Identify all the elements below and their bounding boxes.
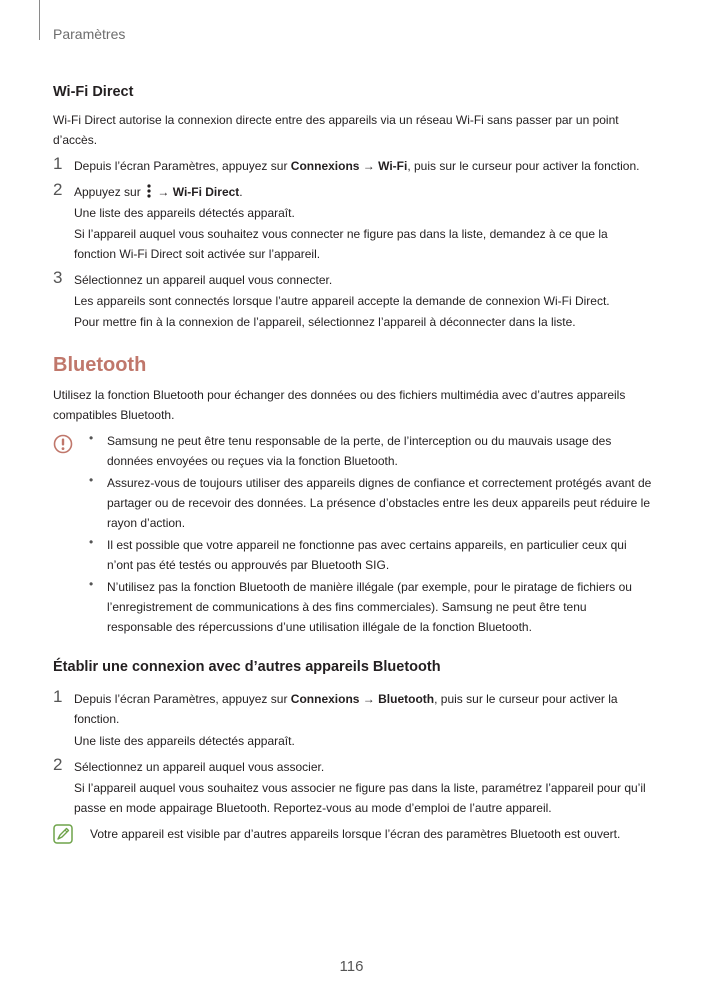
warning-note [53, 431, 653, 637]
step-number: 1 [53, 687, 63, 706]
bluetooth-heading: Bluetooth [53, 354, 147, 376]
step-detail: Si l’appareil auquel vous souhaitez vous associer ne figure pas dans la liste, paramétrez l’appareil pour qu’il passe en mode appairage Bluetooth. Reportez-vous au mode d’emploi de l’autre appareil. [74, 781, 646, 815]
header-rule [39, 0, 40, 40]
step-detail: Si l’appareil auquel vous souhaitez vous connecter ne figure pas dans la liste, demandez à ce que la fonction Wi-Fi Direct soit activée sur l’appareil. [74, 227, 608, 261]
warning-item: • Assurez-vous de toujours utiliser des appareils dignes de confiance et correctement protégés avant de partager ou de recevoir des données. La présence d’obstacles entre les deux appareils peut réduire le rayon d’action. [89, 473, 652, 530]
step-item [53, 689, 653, 751]
step-detail: Les appareils sont connectés lorsque l’autre appareil accepte la demande de connexion Wi-Fi Direct. [74, 294, 610, 308]
step-text: Depuis l’écran Paramètres, appuyez sur Connexions → Wi-Fi, puis sur le curseur pour activer la fonction. [74, 159, 640, 173]
step-item [53, 270, 653, 332]
tip-icon [53, 824, 73, 844]
step-text: Depuis l’écran Paramètres, appuyez sur Connexions → Bluetooth, puis sur le curseur pour activer la fonction. [74, 692, 618, 726]
pairing-heading: Établir une connexion avec d’autres appareils Bluetooth [53, 659, 441, 675]
step-text: Appuyez sur → Wi-Fi Direct. [74, 185, 243, 199]
page-number: 116 [339, 958, 364, 975]
tip-text: Votre appareil est visible par d’autres appareils lorsque l’écran des paramètres Bluetooth est ouvert. [90, 827, 621, 841]
warning-item: • Il est possible que votre appareil ne fonctionne pas avec certains appareils, en particulier ceux qui n’ont pas été testés ou approuvés par Bluetooth SIG. [89, 535, 627, 572]
step-detail: Une liste des appareils détectés apparaît. [74, 206, 295, 220]
warning-item: • Samsung ne peut être tenu responsable de la perte, de l’interception ou du mauvais usage des données envoyées ou reçues via la fonction Bluetooth. [89, 431, 612, 468]
step-text: Sélectionnez un appareil auquel vous connecter. [74, 273, 333, 287]
wifi-direct-intro: Wi-Fi Direct autorise la connexion directe entre des appareils via un réseau Wi-Fi sans passer par un point d’accès. [53, 113, 619, 147]
wifi-direct-steps [53, 156, 653, 332]
step-item [53, 757, 653, 818]
pairing-steps [53, 689, 653, 818]
bluetooth-intro: Utilisez la fonction Bluetooth pour échanger des données ou des fichiers multimédia avec d’autres appareils compatibles Bluetooth. [53, 388, 626, 422]
warning-icon [53, 434, 73, 454]
page-header-title: Paramètres [53, 26, 126, 42]
tip-note [53, 824, 653, 844]
step-detail: Pour mettre fin à la connexion de l’appareil, sélectionnez l’appareil à déconnecter dans la liste. [74, 315, 576, 329]
step-number: 1 [53, 154, 63, 173]
step-item [53, 156, 653, 176]
warning-item: • N’utilisez pas la fonction Bluetooth de manière illégale (par exemple, pour le piratage de fichiers ou l’enregistrement de communications à des fins commerciales). Samsung ne peut être tenu responsable des répercussions d’une utilisation illégale de la fonction Bluetooth. [89, 577, 632, 634]
warning-list [87, 431, 653, 637]
step-detail: Une liste des appareils détectés apparaît. [74, 734, 295, 748]
step-item [53, 182, 653, 264]
step-number: 2 [53, 755, 63, 774]
page-content [53, 84, 653, 844]
wifi-direct-heading: Wi-Fi Direct [53, 84, 134, 100]
step-number: 2 [53, 180, 63, 199]
more-options-icon [146, 184, 152, 198]
step-text: Sélectionnez un appareil auquel vous associer. [74, 760, 325, 774]
step-number: 3 [53, 268, 63, 287]
